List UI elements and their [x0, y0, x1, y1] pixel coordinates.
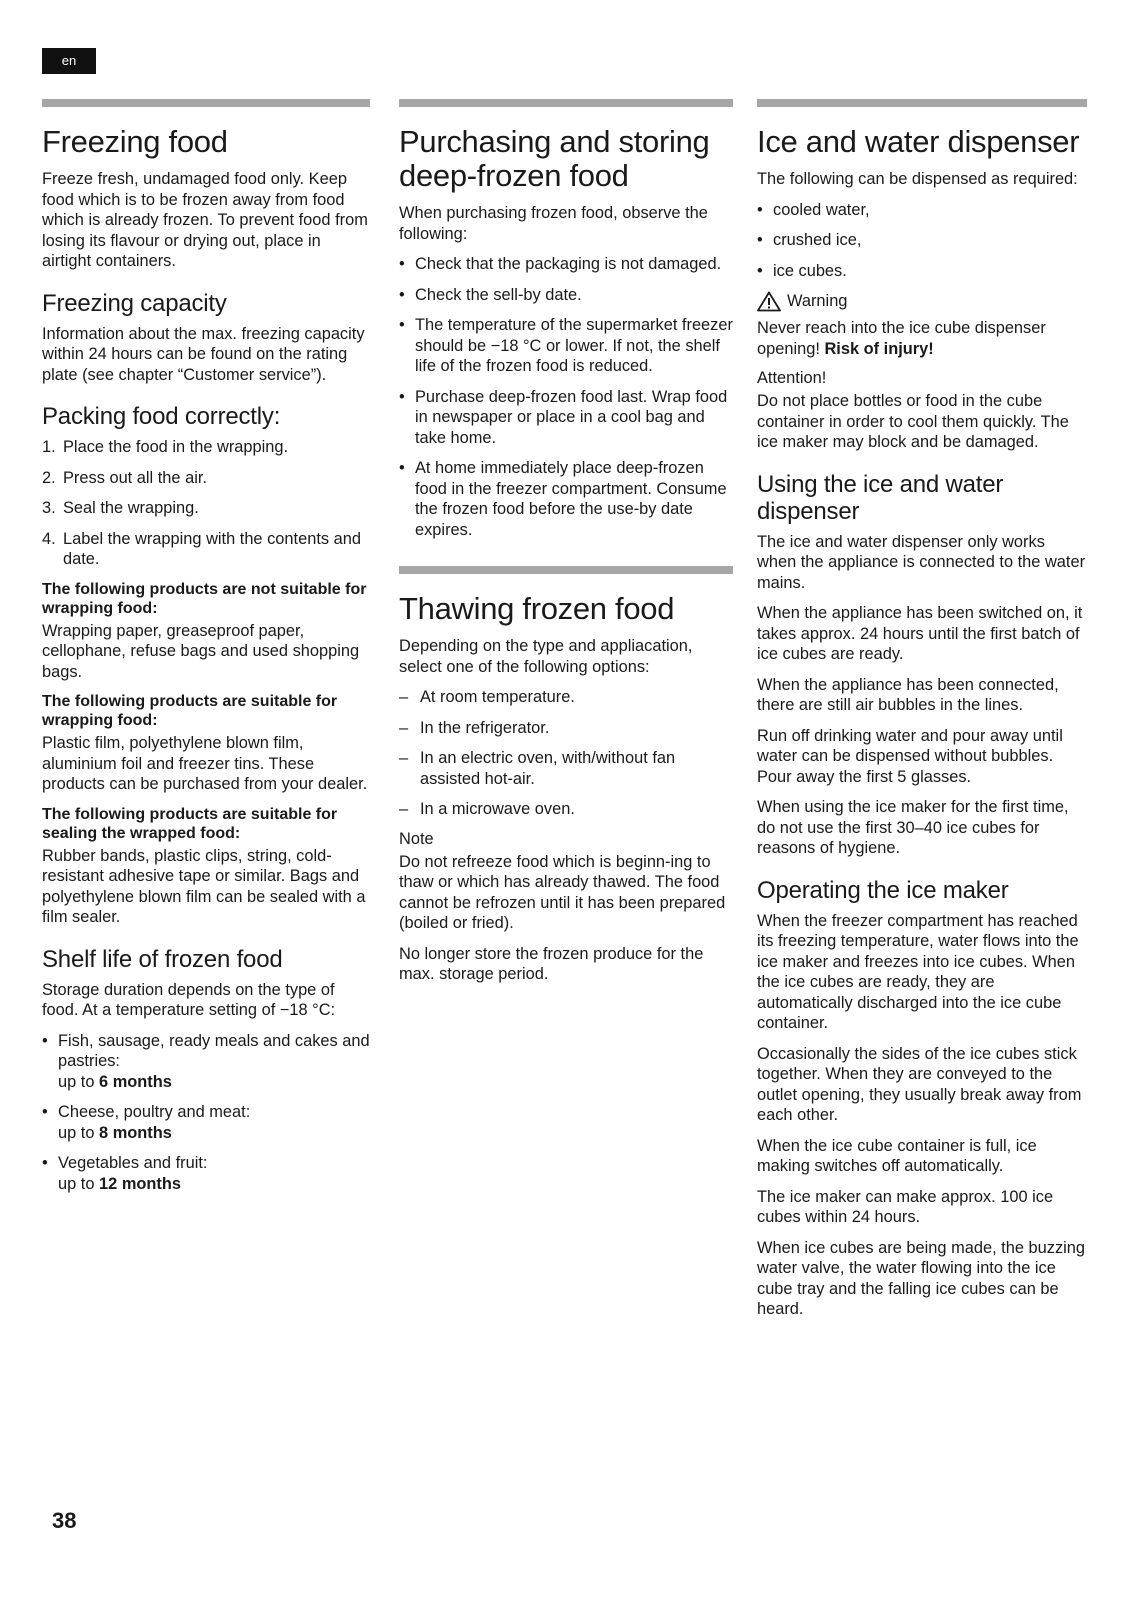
step-number: 3. — [42, 499, 56, 517]
warning-heading — [757, 291, 1087, 312]
list-item — [757, 230, 1087, 251]
column-purchasing-thawing — [399, 99, 733, 995]
language-tag: en — [42, 48, 96, 74]
thawing-title: Thawing frozen food — [399, 591, 675, 626]
dispenser-item-text: crushed ice, — [773, 231, 862, 249]
list-item — [399, 285, 733, 306]
using-paragraph: When the appliance has been switched on, it takes approx. 24 hours until the first batch of ice cubes are ready. — [757, 604, 1083, 663]
warning-text-body: Never reach into the ice cube dispenser opening! — [757, 319, 1046, 358]
purchasing-item-text: Check that the packaging is not damaged. — [415, 255, 722, 273]
dispenser-title: Ice and water dispenser — [757, 124, 1080, 159]
purchasing-item-text: Check the sell-by date. — [415, 285, 582, 304]
using-paragraph: Run off drinking water and pour away until water can be dispensed without bubbles. Pour away the first 5 glasses. — [757, 726, 1063, 786]
step-text: Label the wrapping with the contents and date. — [63, 529, 361, 568]
thawing-option-text: In an electric oven, with/without fan assisted hot-air. — [420, 749, 676, 788]
list-item — [399, 254, 733, 275]
list-item — [42, 468, 370, 489]
purchasing-intro: When purchasing frozen food, observe the following: — [399, 204, 708, 243]
step-text: Place the food in the wrapping. — [63, 438, 289, 456]
bullet-icon: • — [42, 1154, 48, 1172]
note-text: Do not refreeze food which is beginn-ing to thaw or which has already thawed. The food cannot be refrozen until it has been prepared (boiled or fried). — [399, 852, 726, 932]
list-item — [757, 261, 1087, 282]
attention-heading: Attention! — [757, 369, 827, 387]
bullet-icon: • — [399, 459, 405, 477]
dispenser-item-text: ice cubes. — [773, 261, 847, 280]
purchasing-list — [399, 254, 733, 540]
shelf-item-prefix: up to — [58, 1123, 95, 1142]
thawing-option-text: In the refrigerator. — [420, 718, 550, 737]
purchasing-item-text: The temperature of the supermarket freezer should be −18 °C or lower. If not, the shelf life of the frozen food is reduced. — [415, 316, 733, 375]
bullet-icon: • — [42, 1031, 48, 1050]
freezing-food-title: Freezing food — [42, 124, 228, 159]
not-suitable-heading: The following products are not suitable for wrapping food: — [42, 580, 367, 617]
packing-steps-list — [42, 437, 370, 570]
step-text: Press out all the air. — [63, 468, 207, 487]
warning-text — [757, 318, 1087, 359]
using-paragraph: The ice and water dispenser only works when the appliance is connected to the water mains. — [757, 532, 1086, 592]
list-item — [42, 498, 370, 519]
operating-paragraph: The ice maker can make approx. 100 ice cubes within 24 hours. — [757, 1187, 1054, 1226]
using-paragraph: When using the ice maker for the first time, do not use the first 30–40 ice cubes for reasons of hygiene. — [757, 798, 1069, 857]
freezing-food-intro: Freeze fresh, undamaged food only. Keep food which is to be frozen away from food which is already frozen. To prevent food from losing its flavour or drying out, place in airtight containers. — [42, 170, 368, 270]
thawing-options-list — [399, 687, 733, 820]
shelf-item-duration: 8 months — [99, 1123, 172, 1142]
freezing-capacity-title: Freezing capacity — [42, 289, 227, 317]
warning-risk: Risk of injury! — [824, 339, 934, 358]
thawing-intro: Depending on the type and appliacation, select one of the following options: — [399, 637, 693, 676]
dash-icon: – — [399, 718, 409, 737]
bullet-icon: • — [399, 316, 405, 334]
list-item — [399, 687, 733, 708]
dispenser-item-text: cooled water, — [773, 200, 870, 219]
dispenser-intro: The following can be dispensed as required: — [757, 170, 1078, 188]
list-item — [399, 748, 733, 789]
shelf-item-duration: 12 months — [99, 1174, 182, 1193]
suitable-heading: The following products are suitable for wrapping food: — [42, 693, 338, 729]
bullet-icon: • — [757, 231, 763, 249]
shelf-life-text: Storage duration depends on the type of food. At a temperature setting of −18 °C: — [42, 980, 336, 1019]
suitable-text: Plastic film, polyethylene blown film, aluminium foil and freezer tins. These products can be purchased from your dealer. — [42, 734, 368, 793]
thawing-option-text: In a microwave oven. — [420, 800, 575, 818]
shelf-item-text: Fish, sausage, ready meals and cakes and pastries: — [58, 1031, 370, 1070]
using-paragraph: When the appliance has been connected, there are still air bubbles in the lines. — [757, 675, 1059, 714]
section-rule — [757, 99, 1087, 107]
operating-paragraph: When the ice cube container is full, ice making switches off automatically. — [757, 1136, 1037, 1175]
storage-text: No longer store the frozen produce for the max. storage period. — [399, 944, 704, 983]
bullet-icon: • — [42, 1103, 48, 1121]
operating-paragraph: When the freezer compartment has reached its freezing temperature, water flows into the ice maker and freezes into ice cubes. When the ice cubes are ready, they are automatically discharged into the ice cube container. — [757, 911, 1079, 1032]
list-item — [42, 437, 370, 458]
freezing-capacity-text: Information about the max. freezing capacity within 24 hours can be found on the rating plate (see chapter “Customer service”). — [42, 324, 365, 384]
shelf-item-text: Vegetables and fruit: — [58, 1154, 208, 1172]
bullet-icon: • — [399, 387, 405, 406]
dash-icon: – — [399, 688, 409, 706]
list-item — [42, 1153, 370, 1194]
bullet-icon: • — [757, 261, 763, 280]
list-item — [399, 799, 733, 820]
list-item — [42, 529, 370, 570]
purchasing-title: Purchasing and storing deep-frozen food — [399, 124, 710, 193]
section-rule — [399, 566, 733, 574]
shelf-life-title: Shelf life of frozen food — [42, 945, 283, 973]
dash-icon: – — [399, 749, 409, 767]
shelf-item-prefix: up to — [58, 1072, 95, 1091]
operating-paragraph: When ice cubes are being made, the buzzing water valve, the water flowing into the ice cube tray and the falling ice cubes can be heard. — [757, 1238, 1086, 1318]
step-number: 2. — [42, 468, 56, 487]
purchasing-item-text: Purchase deep-frozen food last. Wrap food in newspaper or place in a cool bag and take home. — [415, 387, 728, 447]
bullet-icon: • — [757, 200, 763, 219]
page-number: 38 — [52, 1508, 77, 1533]
section-rule — [42, 99, 370, 107]
section-rule — [399, 99, 733, 107]
step-text: Seal the wrapping. — [63, 499, 199, 517]
list-item — [399, 387, 733, 449]
column-ice-water-dispenser — [757, 99, 1087, 1330]
list-item — [399, 718, 733, 739]
step-number: 4. — [42, 529, 56, 548]
attention-text: Do not place bottles or food in the cube container in order to cool them quickly. The ice maker may block and be damaged. — [757, 392, 1069, 451]
thawing-option-text: At room temperature. — [420, 688, 575, 706]
purchasing-item-text: At home immediately place deep-frozen food in the freezer compartment. Consume the frozen food before the use-by date expires. — [415, 459, 727, 539]
list-item — [42, 1102, 370, 1143]
shelf-item-duration: 6 months — [99, 1072, 172, 1091]
not-suitable-text: Wrapping paper, greaseproof paper, cellophane, refuse bags and used shopping bags. — [42, 621, 360, 681]
list-item — [757, 200, 1087, 221]
packing-title: Packing food correctly: — [42, 403, 281, 430]
list-item — [399, 315, 733, 377]
sealing-text: Rubber bands, plastic clips, string, cold-resistant adhesive tape or similar. Bags and polyethylene blown film can be sealed with a film sealer. — [42, 846, 366, 926]
shelf-item-text: Cheese, poultry and meat: — [58, 1103, 251, 1121]
bullet-icon: • — [399, 255, 405, 273]
dash-icon: – — [399, 800, 409, 818]
bullet-icon: • — [399, 285, 405, 304]
operating-ice-maker-title: Operating the ice maker — [757, 876, 1009, 904]
step-number: 1. — [42, 438, 56, 456]
shelf-life-list — [42, 1031, 370, 1195]
note-heading: Note — [399, 829, 434, 848]
shelf-item-prefix: up to — [58, 1174, 95, 1193]
dispenser-list — [757, 200, 1087, 282]
list-item — [399, 458, 733, 540]
using-dispenser-title: Using the ice and water dispenser — [757, 470, 1004, 525]
column-freezing-food — [42, 99, 370, 1204]
sealing-heading: The following products are suitable for sealing the wrapped food: — [42, 805, 338, 842]
warning-triangle-icon — [757, 291, 781, 312]
operating-paragraph: Occasionally the sides of the ice cubes stick together. When they are conveyed to the outlet opening, they usually break away from each other. — [757, 1044, 1082, 1124]
warning-label: Warning — [787, 292, 848, 310]
list-item — [42, 1031, 370, 1093]
